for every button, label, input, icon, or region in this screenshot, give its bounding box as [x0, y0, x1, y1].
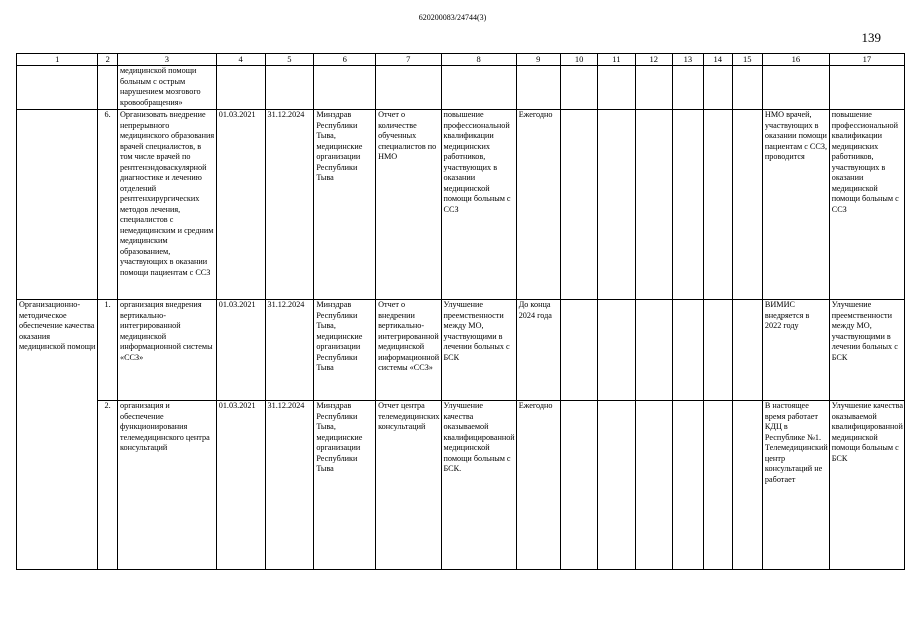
cell-status: ВИМИС внедряется в 2022 году: [762, 300, 829, 401]
cell-empty: [635, 300, 672, 401]
column-header: 16: [762, 54, 829, 66]
cell-section: [17, 110, 98, 300]
table-row: [17, 66, 905, 110]
cell-empty: [598, 300, 635, 401]
column-header: 17: [829, 54, 904, 66]
column-header: 11: [598, 54, 635, 66]
cell-effect: Улучшение преемственности между МО, участвующими в лечении больных с БСК: [441, 300, 516, 401]
table-row: [17, 300, 905, 401]
cell-start-date: [216, 66, 265, 110]
cell-effect: Улучшение качества оказываемой квалифицированной медицинской помощи больным с БСК.: [441, 401, 516, 570]
cell-empty: [732, 300, 762, 401]
column-header: 15: [732, 54, 762, 66]
page-number: 139: [861, 30, 881, 45]
cell-result: [376, 66, 441, 110]
cell-start-date: 01.03.2021: [216, 110, 265, 300]
cell-measure: Организовать внедрение непрерывного медицинского образования врачей специалистов, в том числе врачей по рентгенэндоваскулярной диагностике и лечению отделений рентгенхирургических методов лечения, специалистов с немедицинским и средним медицинским образованием, участвующих в оказании помощи пациентам с ССЗ: [118, 110, 217, 300]
column-header: 5: [265, 54, 314, 66]
cell-empty: [560, 401, 597, 570]
cell-empty: [598, 66, 635, 110]
cell-empty: [732, 110, 762, 300]
column-header: 8: [441, 54, 516, 66]
cell-result: Отчет о внедрении вертикально-интегрированной медицинской информационной системы «ССЗ»: [376, 300, 441, 401]
cell-empty: [703, 300, 732, 401]
column-header: 3: [118, 54, 217, 66]
cell-empty: [672, 110, 703, 300]
cell-start-date: 01.03.2021: [216, 300, 265, 401]
cell-measure: организация и обеспечение функционирования телемедицинского центра консультаций: [118, 401, 217, 570]
cell-start-date: 01.03.2021: [216, 401, 265, 570]
cell-empty: [598, 401, 635, 570]
column-header: 10: [560, 54, 597, 66]
table-row: [17, 401, 905, 570]
cell-empty: [703, 401, 732, 570]
cell-empty: [732, 66, 762, 110]
cell-measure: медицинской помощи больным с острым нарушением мозгового кровообращения»: [118, 66, 217, 110]
cell-empty: [703, 110, 732, 300]
cell-empty: [703, 66, 732, 110]
column-header: 1: [17, 54, 98, 66]
cell-section: [17, 66, 98, 110]
cell-effect: [441, 66, 516, 110]
column-header: 13: [672, 54, 703, 66]
column-header: 4: [216, 54, 265, 66]
column-header: 14: [703, 54, 732, 66]
cell-outcome: [829, 66, 904, 110]
cell-empty: [672, 401, 703, 570]
cell-empty: [598, 110, 635, 300]
cell-empty: [672, 66, 703, 110]
cell-number: 1.: [98, 300, 118, 401]
document-id: 620200083/24744(3): [418, 13, 487, 22]
measures-table: [16, 53, 905, 570]
cell-outcome: Улучшение преемственности между МО, участвующими в лечении больных с БСК: [829, 300, 904, 401]
cell-empty: [732, 401, 762, 570]
cell-status: В настоящее время работает КДЦ в Республике №1. Телемедицинский центр консультаций не работает: [762, 401, 829, 570]
cell-outcome: повышение профессиональной квалификации медицинских работников, участвующих в оказании медицинской помощи больным с ССЗ: [829, 110, 904, 300]
cell-empty: [560, 300, 597, 401]
cell-effect: повышение профессиональной квалификации медицинских работников, участвующих в оказании медицинской помощи больным с ССЗ: [441, 110, 516, 300]
column-header: 7: [376, 54, 441, 66]
cell-status: НМО врачей, участвующих в оказании помощи пациентам с ССЗ, проводится: [762, 110, 829, 300]
cell-number: 2.: [98, 401, 118, 570]
cell-frequency: Ежегодно: [516, 110, 560, 300]
column-header: 2: [98, 54, 118, 66]
cell-empty: [560, 66, 597, 110]
table-row: [17, 110, 905, 300]
cell-result: Отчет центра телемедицинских консультаций: [376, 401, 441, 570]
column-number-row: [17, 54, 905, 66]
cell-measure: организация внедрения вертикально-интегрированной медицинской информационной системы «ССЗ»: [118, 300, 217, 401]
cell-responsible: Минздрав Республики Тыва, медицинские организации Республики Тыва: [314, 110, 376, 300]
cell-end-date: 31.12.2024: [265, 300, 314, 401]
cell-number: 6.: [98, 110, 118, 300]
cell-responsible: Минздрав Республики Тыва, медицинские организации Республики Тыва: [314, 401, 376, 570]
cell-empty: [635, 66, 672, 110]
cell-empty: [560, 110, 597, 300]
cell-section: Организационно-методическое обеспечение качества оказания медицинской помощи: [17, 300, 98, 570]
cell-responsible: [314, 66, 376, 110]
cell-responsible: Минздрав Республики Тыва, медицинские организации Республики Тыва: [314, 300, 376, 401]
cell-end-date: [265, 66, 314, 110]
cell-frequency: [516, 66, 560, 110]
column-header: 9: [516, 54, 560, 66]
cell-empty: [635, 110, 672, 300]
cell-status: [762, 66, 829, 110]
cell-frequency: До конца 2024 года: [516, 300, 560, 401]
cell-end-date: 31.12.2024: [265, 401, 314, 570]
cell-number: [98, 66, 118, 110]
column-header: 6: [314, 54, 376, 66]
cell-outcome: Улучшение качества оказываемой квалифицированной медицинской помощи больным с БСК: [829, 401, 904, 570]
column-header: 12: [635, 54, 672, 66]
cell-empty: [635, 401, 672, 570]
cell-empty: [672, 300, 703, 401]
cell-result: Отчет о количестве обученных специалистов по НМО: [376, 110, 441, 300]
cell-end-date: 31.12.2024: [265, 110, 314, 300]
cell-frequency: Ежегодно: [516, 401, 560, 570]
